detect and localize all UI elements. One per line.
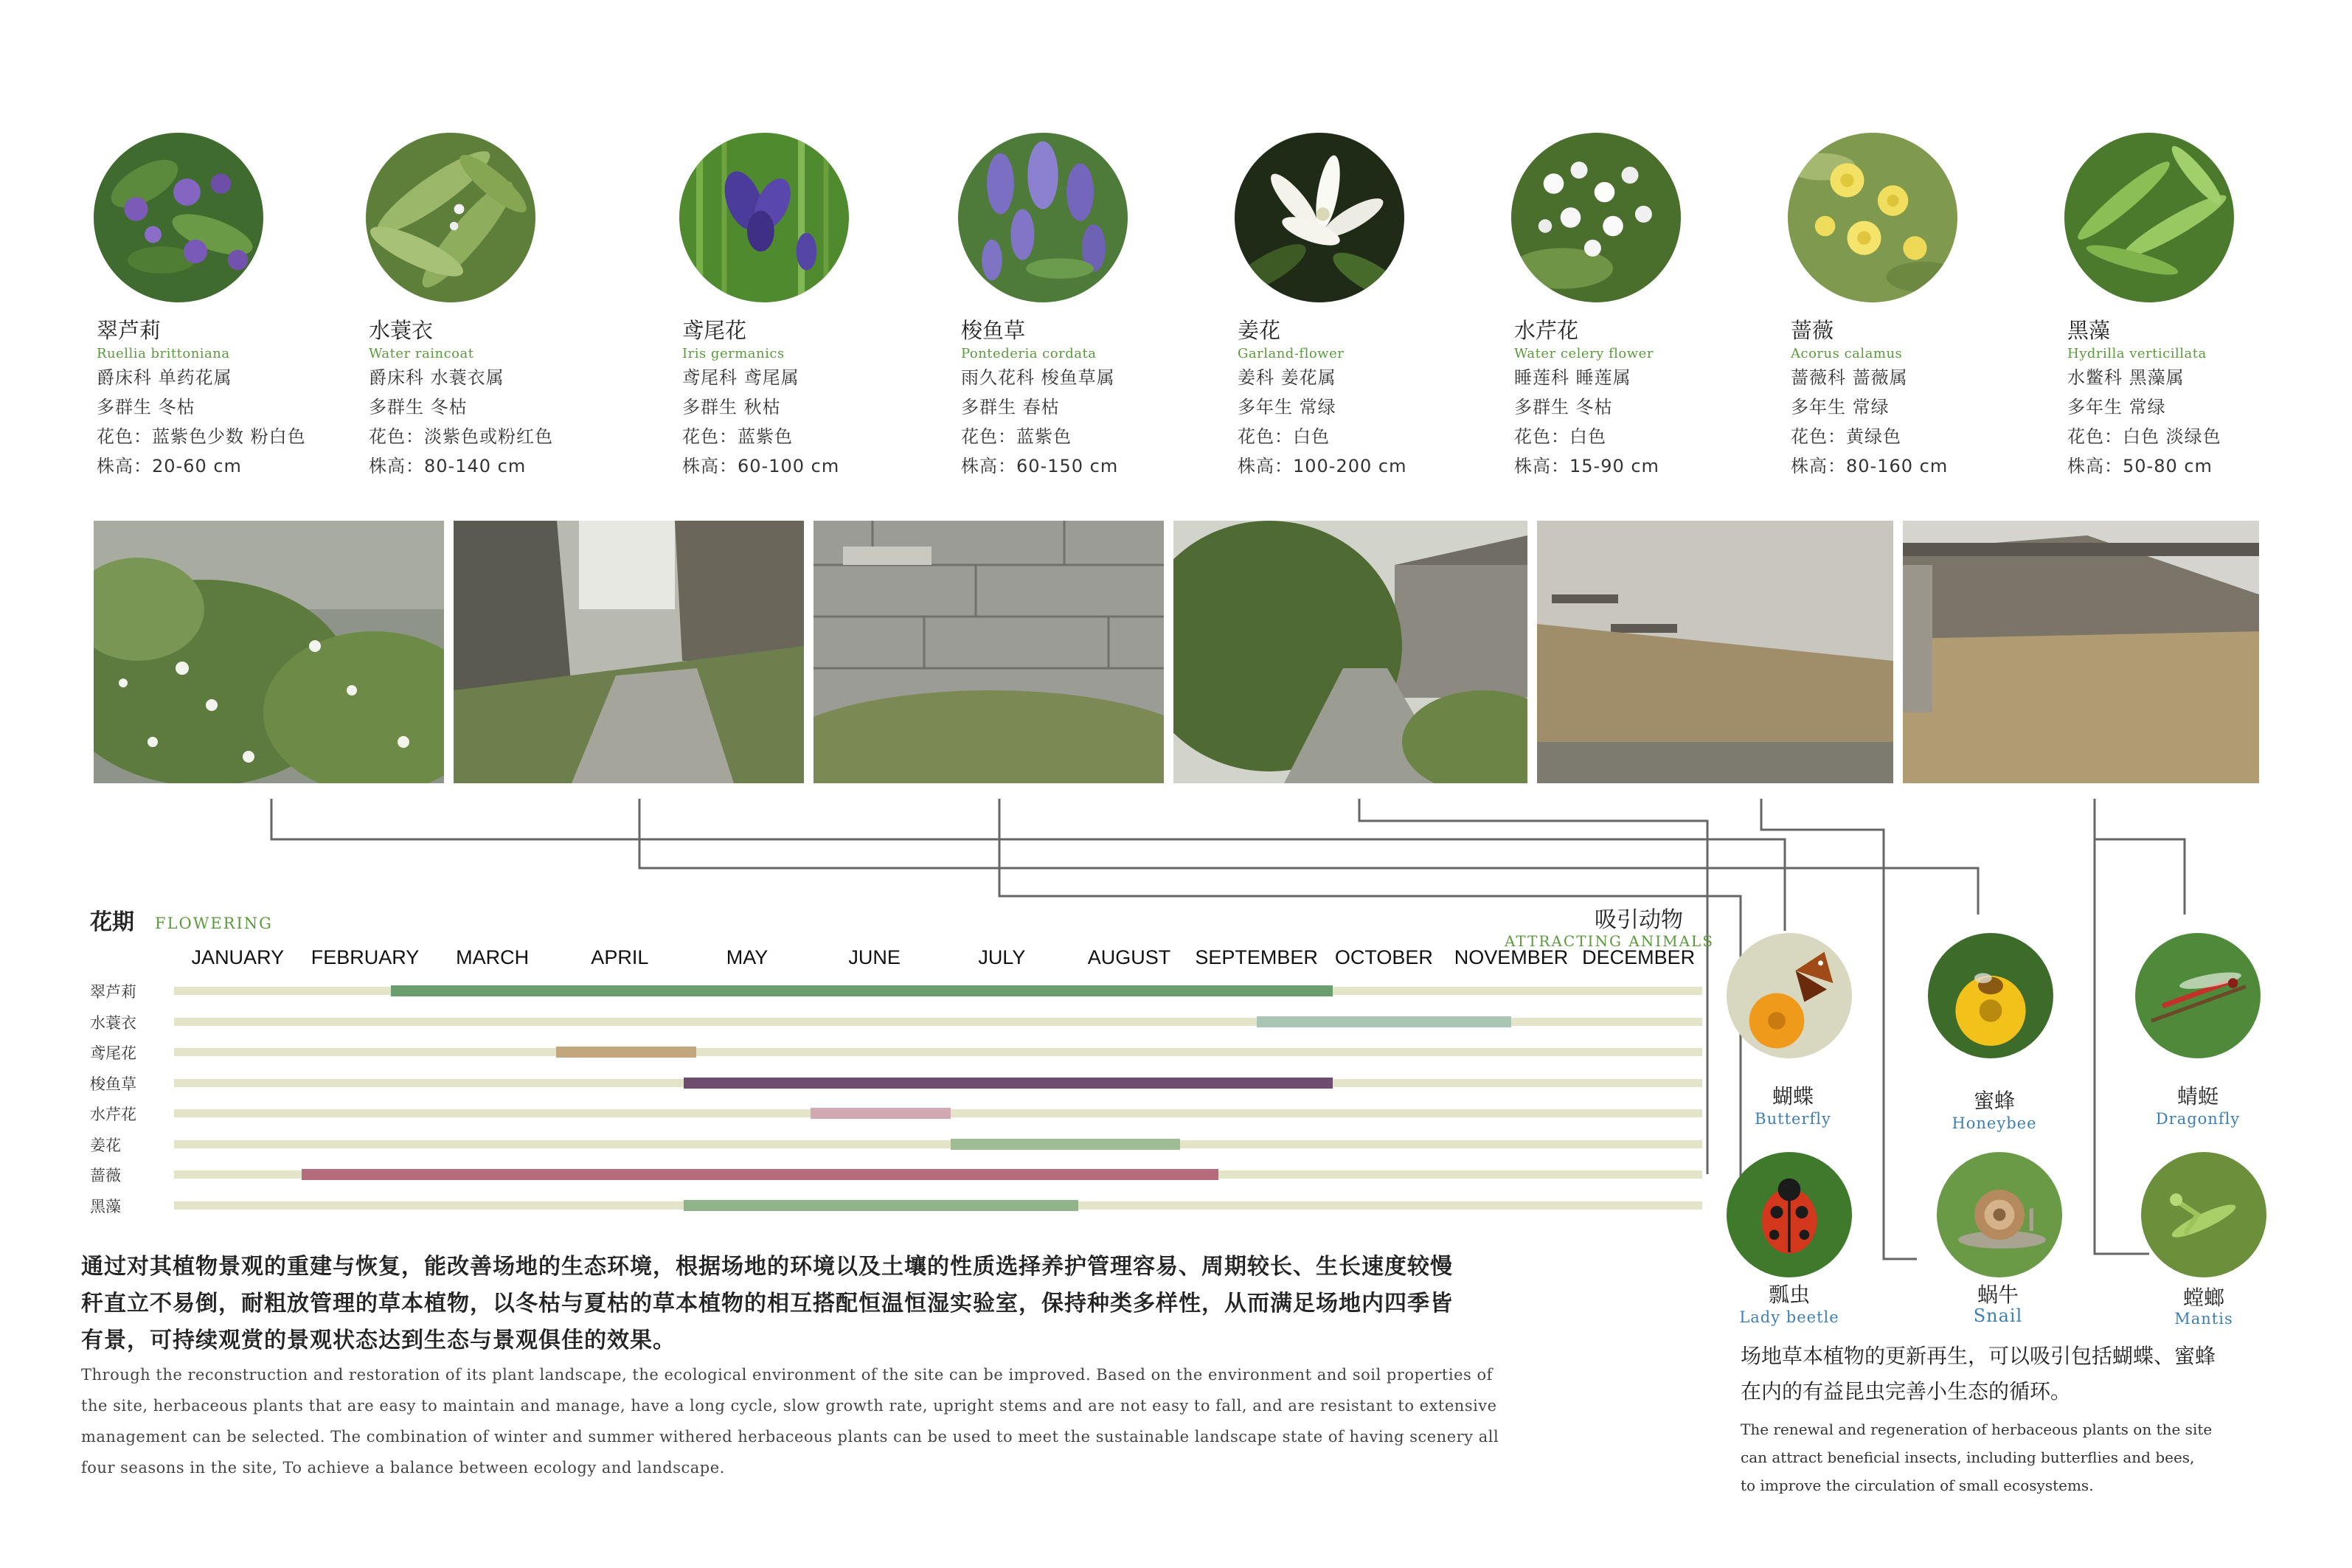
plant-family: 雨久花科 梭鱼草属 (961, 367, 1115, 388)
side-note-cn-line: 在内的有益昆虫完善小生态的循环。 (1741, 1379, 2072, 1404)
site-photo-overgrown-building (1903, 521, 2259, 783)
plant-name-cn: 梭鱼草 (961, 318, 1026, 343)
mantis-photo (2141, 1152, 2266, 1277)
animal-name-cn: 蝴蝶 (1772, 1084, 1814, 1109)
plant-family: 爵床科 水蓑衣属 (369, 367, 504, 388)
flowering-bar (391, 985, 1333, 996)
month-label: OCTOBER (1334, 946, 1433, 968)
flowering-bar (951, 1139, 1180, 1150)
plant-name-cn: 水蓑衣 (369, 318, 434, 343)
plant-habit: 多群生 冬枯 (1514, 397, 1613, 417)
white-cluster-photo (1511, 133, 1681, 302)
plant-name-latin: Ruellia brittoniana (97, 346, 230, 361)
row-label: 姜花 (90, 1136, 121, 1154)
pickerelweed-photo (958, 133, 1128, 302)
plant-habit: 多群生 冬枯 (369, 397, 468, 417)
side-note (1741, 1339, 2323, 1499)
flowering-bar (1257, 1016, 1511, 1027)
side-note-en-line: can attract beneficial insects, including butterflies and bees, (1741, 1449, 2195, 1466)
month-label: SEPTEMBER (1195, 946, 1318, 968)
plant-name-cn: 黑藻 (2067, 318, 2111, 343)
yellow-rose-photo (1788, 133, 1957, 302)
snail-photo (1937, 1152, 2062, 1277)
plant-height: 株高：60-150 cm (961, 456, 1119, 476)
plant-habit: 多年生 常绿 (1238, 397, 1336, 417)
plant-height: 株高：80-160 cm (1791, 456, 1949, 476)
row-track (174, 1140, 1702, 1148)
plant-height: 株高：100-200 cm (1238, 456, 1407, 476)
dragonfly-photo (2135, 933, 2261, 1058)
description-en-line: four seasons in the site, To achieve a balance between ecology and landscape. (81, 1459, 725, 1477)
purple-petunia-photo (94, 133, 263, 302)
plant-color: 花色：蓝紫色 (682, 426, 793, 447)
description-en (81, 1359, 1733, 1483)
side-note-en-line: The renewal and regeneration of herbaceous plants on the site (1741, 1420, 2213, 1438)
animal-name-cn: 蜗牛 (1977, 1283, 2019, 1307)
animal-name-en: Mantis (2174, 1310, 2233, 1328)
plant-habit: 多年生 常绿 (1791, 397, 1890, 417)
plant-habit: 多年生 常绿 (2067, 397, 2166, 417)
month-label: AUGUST (1087, 946, 1171, 968)
animal-name-en: Butterfly (1755, 1110, 1831, 1128)
month-label: JANUARY (191, 946, 285, 968)
row-label: 水芹花 (90, 1106, 136, 1123)
iris-photo (679, 133, 849, 302)
side-note-cn-line: 场地草本植物的更新再生，可以吸引包括蝴蝶、蜜蜂 (1741, 1344, 2216, 1368)
plant-height: 株高：50-80 cm (2067, 456, 2213, 476)
animal-name-cn: 螳螂 (2182, 1286, 2224, 1310)
ladybug-photo (1727, 1152, 1852, 1277)
plant-name-latin: Iris germanics (682, 346, 785, 361)
site-photo-path (1173, 521, 1527, 783)
honeybee-photo (1928, 933, 2053, 1058)
animal-name-cn: 蜻蜓 (2176, 1084, 2219, 1109)
plant-name-latin: Garland-flower (1238, 346, 1345, 361)
flowering-title-cn: 花期 (90, 909, 134, 935)
row-label: 蔷薇 (90, 1167, 121, 1184)
flowering-bar (302, 1169, 1218, 1180)
description-cn-line: 有景，可持续观赏的景观状态达到生态与景观俱佳的效果。 (81, 1328, 676, 1353)
plant-family: 鸢尾科 鸢尾属 (682, 367, 799, 388)
description-en-line: the site, herbaceous plants that are easy to maintain and manage, have a long cycle, slow growth rate, upright stems and are not easy to fall, and are resistant to extensive (81, 1397, 1497, 1415)
plant-family: 水鳖科 黑藻属 (2067, 367, 2185, 388)
plant-habit: 多群生 秋枯 (682, 397, 781, 417)
month-label: NOVEMBER (1454, 946, 1569, 968)
month-label: JULY (978, 946, 1026, 968)
plant-color: 花色：淡紫色或粉红色 (369, 426, 553, 447)
flowering-bar (811, 1108, 951, 1119)
animal-name-en: Snail (1973, 1305, 2023, 1326)
plant-color: 花色：白色 淡绿色 (2067, 426, 2221, 447)
row-label: 翠芦莉 (90, 983, 136, 1001)
animal-name-cn: 蜜蜂 (1973, 1089, 2015, 1113)
plant-name-cn: 水芹花 (1514, 318, 1579, 343)
plant-height: 株高：15-90 cm (1514, 456, 1659, 476)
plant-name-cn: 鸢尾花 (682, 318, 747, 343)
plant-name-cn: 翠芦莉 (97, 318, 162, 343)
animals-title-cn: 吸引动物 (1595, 907, 1683, 933)
plant-color: 花色：黄绿色 (1791, 426, 1901, 447)
hydrilla-photo (2064, 133, 2234, 302)
month-label: JUNE (848, 946, 901, 968)
row-track (174, 1048, 1702, 1056)
site-photo-stone-wall (814, 521, 1164, 783)
flowering-bar (684, 1078, 1333, 1089)
month-label: APRIL (591, 946, 649, 968)
animals-title-en: ATTRACTING ANIMALS (1505, 932, 1715, 950)
plant-name-latin: Pontederia cordata (961, 346, 1097, 361)
description-en-line: Through the reconstruction and restoration of its plant landscape, the ecological environment of the site can be improved. Based on the environment and soil properties of (81, 1366, 1493, 1384)
month-label: FEBRUARY (311, 946, 420, 968)
animal-name-en: Honeybee (1952, 1114, 2037, 1132)
description-en-line: management can be selected. The combination of winter and summer withered herbaceous plants can be used to meet the sustainable landscape state of having scenery all (81, 1428, 1499, 1446)
plant-color: 花色：白色 (1238, 426, 1330, 447)
plant-color: 花色：蓝紫色少数 粉白色 (97, 426, 306, 447)
animal-name-en: Lady beetle (1739, 1308, 1839, 1326)
plant-family: 姜科 姜花属 (1238, 367, 1336, 388)
plant-family: 睡莲科 睡莲属 (1514, 367, 1631, 388)
month-label: MAY (726, 946, 769, 968)
description-cn (81, 1249, 1733, 1359)
green-leaf-photo (366, 133, 535, 302)
white-lily-photo (1235, 133, 1404, 302)
month-label: DECEMBER (1582, 946, 1696, 968)
site-photo-alley (454, 521, 804, 783)
flowering-bar (556, 1047, 696, 1058)
site-photo-ruins (1537, 521, 1893, 783)
plant-height: 株高：80-140 cm (369, 456, 527, 476)
plant-height: 株高：60-100 cm (682, 456, 840, 476)
plant-family: 蔷薇科 蔷薇属 (1791, 367, 1908, 388)
row-label: 水蓑衣 (90, 1013, 136, 1032)
description-cn-line: 通过对其植物景观的重建与恢复，能改善场地的生态环境，根据场地的环境以及土壤的性质选择养护管理容易、周期较长、生长速度较慢 (81, 1254, 1453, 1280)
side-note-en-line: to improve the circulation of small ecosystems. (1741, 1477, 2094, 1494)
plant-color: 花色：白色 (1514, 426, 1606, 447)
flowering-bar (684, 1200, 1078, 1211)
plant-name-cn: 蔷薇 (1791, 318, 1834, 343)
plant-habit: 多群生 冬枯 (97, 397, 195, 417)
plant-name-latin: Water raincoat (369, 346, 474, 361)
flowering-title-en: FLOWERING (155, 915, 273, 932)
site-photo-flowers (94, 521, 444, 783)
plant-habit: 多群生 春枯 (961, 397, 1060, 417)
plant-family: 爵床科 单药花属 (97, 367, 232, 388)
month-label: MARCH (456, 946, 530, 968)
plant-name-latin: Water celery flower (1514, 346, 1654, 361)
animal-name-cn: 瓢虫 (1768, 1283, 1810, 1307)
animal-name-en: Dragonfly (2155, 1110, 2241, 1128)
plant-name-latin: Hydrilla verticillata (2067, 346, 2207, 361)
plant-height: 株高：20-60 cm (97, 456, 242, 476)
butterfly-photo (1727, 933, 1852, 1058)
row-label: 鸢尾花 (90, 1044, 136, 1062)
plant-color: 花色：蓝紫色 (961, 426, 1072, 447)
plant-name-latin: Acorus calamus (1791, 346, 1903, 361)
description-cn-line: 秆直立不易倒，耐粗放管理的草本植物，以冬枯与夏枯的草本植物的相互搭配恒温恒湿实验室，保持种类多样性，从而满足场地内四季皆 (81, 1291, 1453, 1317)
plant-name-cn: 姜花 (1238, 318, 1281, 343)
row-label: 黑藻 (90, 1197, 121, 1215)
row-label: 梭鱼草 (90, 1075, 136, 1093)
